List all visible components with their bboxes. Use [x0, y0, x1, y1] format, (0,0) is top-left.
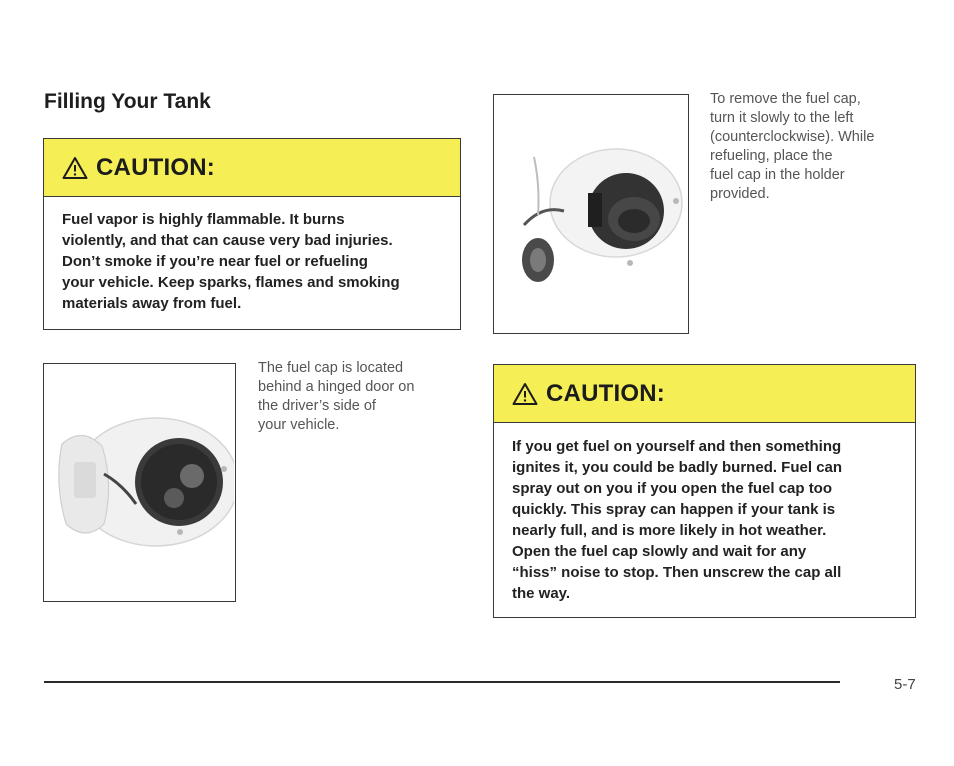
caution-line: your vehicle. Keep sparks, flames and smoking — [62, 274, 400, 291]
section-title: Filling Your Tank — [44, 90, 211, 113]
text-line: The fuel cap is located — [258, 360, 404, 376]
caution-line: nearly full, and is more likely in hot weather. — [512, 522, 827, 539]
caution-header — [494, 365, 915, 423]
caution-line: spray out on you if you open the fuel cap too — [512, 480, 833, 497]
caution-text — [44, 197, 460, 314]
page-number: 5-7 — [894, 676, 916, 693]
footer-rule — [44, 681, 840, 683]
text-line: fuel cap in the holder — [710, 167, 845, 183]
caution-line: Open the fuel cap slowly and wait for any — [512, 543, 807, 560]
caution-heading: CAUTION: — [546, 379, 665, 407]
caution-line: quickly. This spray can happen if your tank is — [512, 501, 836, 518]
caution-line: materials away from fuel. — [62, 295, 242, 312]
text-line: To remove the fuel cap, — [710, 91, 861, 107]
text-line: your vehicle. — [258, 417, 340, 433]
fuel-cap-illustration — [494, 95, 687, 332]
fuel-cap-removal-text — [710, 90, 920, 204]
fuel-door-illustration — [44, 364, 234, 600]
caution-line: If you get fuel on yourself and then something — [512, 438, 842, 455]
caution-heading: CAUTION: — [96, 153, 215, 181]
fuel-vapor-caution-box — [43, 138, 461, 330]
fuel-spray-caution-box — [493, 364, 916, 618]
text-line: refueling, place the — [710, 148, 833, 164]
fuel-cap-location-text — [258, 359, 458, 435]
text-line: the driver’s side of — [258, 398, 376, 414]
caution-line: ignites it, you could be badly burned. Fuel can — [512, 459, 843, 476]
caution-line: violently, and that can cause very bad injuries. — [62, 232, 393, 249]
caution-text — [494, 423, 915, 604]
caution-line: Fuel vapor is highly flammable. It burns — [62, 211, 345, 228]
caution-header — [44, 139, 460, 197]
fuel-door-photo — [43, 363, 236, 602]
caution-line: “hiss” noise to stop. Then unscrew the cap all — [512, 564, 842, 581]
text-line: (counterclockwise). While — [710, 129, 875, 145]
warning-triangle-icon — [62, 156, 88, 180]
text-line: provided. — [710, 186, 770, 202]
caution-line: the way. — [512, 585, 571, 602]
text-line: behind a hinged door on — [258, 379, 415, 395]
fuel-cap-removal-photo — [493, 94, 689, 334]
warning-triangle-icon — [512, 382, 538, 406]
caution-line: Don’t smoke if you’re near fuel or refueling — [62, 253, 368, 270]
text-line: turn it slowly to the left — [710, 110, 854, 126]
